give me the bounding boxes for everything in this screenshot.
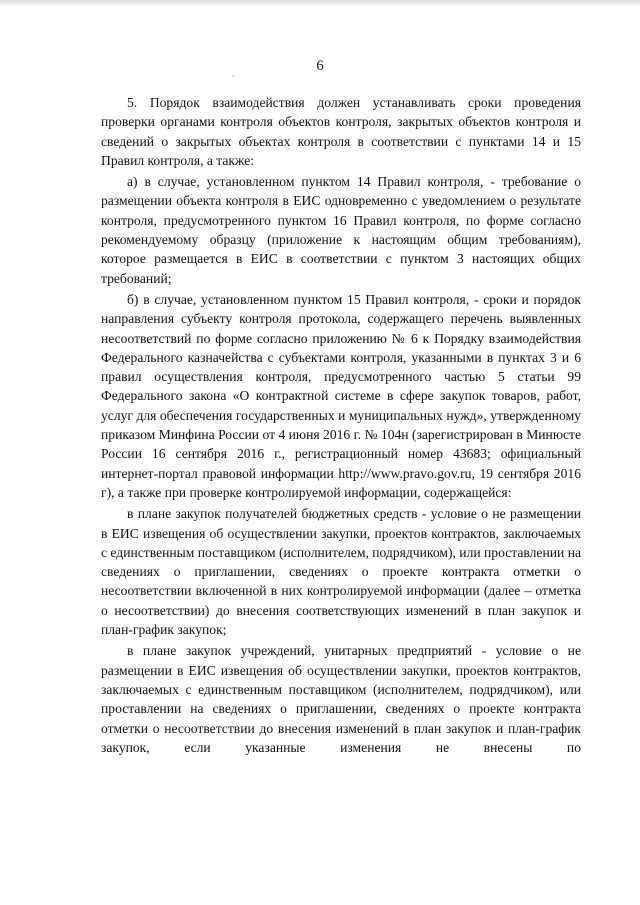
document-body — [101, 93, 581, 759]
scan-mark: ˇ — [232, 74, 235, 83]
paragraph-subitem-b: б) в случае, установленном пунктом 15 Правил контроля, - сроки и порядок направления субъекту контроля протокола, содержащего перечень выявленных несоответствий по форме согласно приложению № 6 к Порядку взаимодействия Федерального казначейства с субъектами контроля, указанными в пунктах 3 и 6 правил осуществления контроля, предусмотренного частью 5 статьи 99 Федерального закона «О контрактной системе в сфере закупок товаров, работ, услуг для обеспечения государственных и муниципальных нужд», утвержденному приказом Минфина России от 4 июня 2016 г. № 104н (зарегистрирован в Минюсте России 16 сентября 2016 г., регистрационный номер 43683; официальный интернет-портал правовой информации http://www.pravo.gov.ru, 19 сентября 2016 г), а также при проверке контролируемой информации, содержащейся: — [101, 291, 581, 500]
page-number: 6 — [316, 58, 324, 74]
paragraph-institutions: в плане закупок учреждений, унитарных предприятий - условие о не размещении в ЕИС извещения об осуществлении закупки, проектов контрактов, заключаемых с единственным поставщиком (исполнителем, подрядчиком), или проставлении на сведениях о приглашении, сведениях о проекте контракта отметки о несоответствии до внесения изменений в план закупок и план-график закупок, если указанные изменения не внесены по — [101, 643, 581, 755]
paragraph-item-5: 5. Порядок взаимодействия должен устанавливать сроки проведения проверки органами контроля объектов контроля, закрытых объектов контроля и сведений о закрытых объектах контроля в соответствии с пунктами 14 и 15 Правил контроля, а также: — [101, 95, 581, 168]
scan-edge — [0, 0, 640, 7]
paragraph-budget-recipients: в плане закупок получателей бюджетных средств - условие о не размещении в ЕИС извещения об осуществлении закупки, проектов контрактов, заключаемых с единственным поставщиком (исполнителем, подрядчиком), или проставлении на сведениях о приглашении, сведениях о проекте контракта отметки о несоответствии включенной в них контролируемой информации (далее – отметка о несоответствии) до внесения соответствующих изменений в план закупок и план-график закупок; — [101, 506, 581, 638]
paragraph-subitem-a: а) в случае, установленном пунктом 14 Правил контроля, - требование о размещении объекта контроля в ЕИС одновременно с уведомлением о результате контроля, предусмотренного пунктом 16 Правил контроля, по форме согласно рекомендуемому образцу (приложение к настоящим общим требованиям), которое размещается в ЕИС в соответствии с пунктом 3 настоящих общих требований; — [101, 174, 581, 286]
